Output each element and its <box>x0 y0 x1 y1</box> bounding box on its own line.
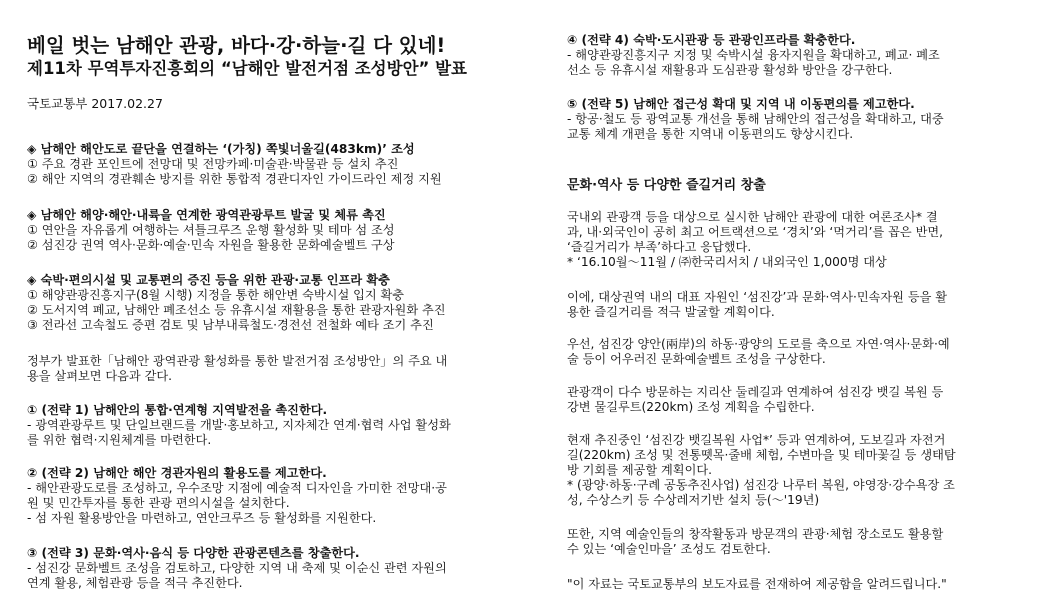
strategy-4-title: ④ (전략 4) 숙박·도시관광 등 관광인프라를 확충한다. <box>567 33 856 47</box>
strategy-2-title: ② (전략 2) 남해안 해안 경관자원의 활용도를 제고한다. <box>27 466 327 480</box>
highlight-2-item: ① 연안을 자유롭게 여행하는 셔틀크루즈 운행 활성화 및 테마 섬 조성 <box>27 223 395 237</box>
paragraph-4 <box>567 385 1017 415</box>
strategy-4 <box>567 33 1017 78</box>
strategy-3 <box>27 546 537 591</box>
strategy-2-line: 원 및 민간투자를 통한 관광 편의시설을 설치한다. <box>27 496 290 510</box>
source-note: "이 자료는 국토교통부의 보도자료를 전재하여 제공함을 알려드립니다." <box>567 577 947 591</box>
highlight-3-title: ◈ 숙박·편의시설 및 교통편의 증진 등을 위한 관광·교통 인프라 확충 <box>27 273 390 287</box>
paragraph-line: ‘즐길거리가 부족’하다고 응답했다. <box>567 240 752 254</box>
strategy-1-line: 를 위한 협력·지원체계를 마련한다. <box>27 433 212 447</box>
paragraph-line: 우선, 섬진강 양안(兩岸)의 하동·광양의 도로를 축으로 자연·역사·문화·예 <box>567 337 950 351</box>
paragraph-6 <box>567 527 1017 557</box>
strategy-2-line: - 해안관광도로를 조성하고, 우수조망 지점에 예술적 디자인을 가미한 전망대·공 <box>27 481 447 495</box>
footnote-line: * (광양·하동·구례 공동추진사업) 섬진강 나루터 복원, 야영장·강수욕장 조 <box>567 478 955 492</box>
strategy-1-title: ① (전략 1) 남해안의 통합·연계형 지역발전을 촉진한다. <box>27 403 328 417</box>
subheadline: 제11차 무역투자진흥회의 “남해안 발전거점 조성방안” 발표 <box>27 59 467 78</box>
paragraph-2 <box>567 290 1017 320</box>
highlight-3-item: ② 도서지역 폐교, 남해안 폐조선소 등 유휴시설 재활용을 통한 관광자원화 추진 <box>27 303 446 317</box>
paragraph-line: 또한, 지역 예술인들의 창작활동과 방문객의 관광·체험 장소로도 활용할 <box>567 527 944 541</box>
strategy-5 <box>567 97 1017 142</box>
paragraph-line: 국내외 관광객 등을 대상으로 실시한 남해안 관광에 대한 여론조사* 결 <box>567 210 938 224</box>
highlight-3 <box>27 273 537 333</box>
intro-line: 용을 살펴보면 다음과 같다. <box>27 369 173 383</box>
highlight-1-item: ① 주요 경관 포인트에 전망대 및 전망카페·미술관·박물관 등 설치 추진 <box>27 157 399 171</box>
strategy-3-title: ③ (전략 3) 문화·역사·음식 등 다양한 관광콘텐츠를 창출한다. <box>27 546 360 560</box>
strategy-2-line: - 섬 자원 활용방안을 마련하고, 연안크루즈 등 활성화를 지원한다. <box>27 511 377 525</box>
strategy-4-line: 선소 등 유휴시설 재활용과 도심관광 활성화 방안을 강구한다. <box>567 63 893 77</box>
strategy-2 <box>27 466 537 526</box>
paragraph-line: 길(220km) 조성 및 전통뗏목·줄배 체험, 수변마을 및 테마꽃길 등 생태탐 <box>567 448 956 462</box>
paragraph-5 <box>567 433 1017 508</box>
highlight-2-item: ② 섬진강 권역 역사·문화·예술·민속 자원을 활용한 문화예술벨트 구상 <box>27 238 395 252</box>
highlight-1-title: ◈ 남해안 해안도로 끝단을 연결하는 ‘(가칭) 쪽빛너울길(483km)’ 조성 <box>27 142 415 156</box>
paragraph-line: 강변 물길루트(220km) 조성 계획을 수립한다. <box>567 400 815 414</box>
paragraph-line: 과, 내·외국인이 공히 최고 어트랙션으로 ‘경치’와 ‘먹거리’를 꼽은 반면, <box>567 225 943 239</box>
intro-paragraph <box>27 354 537 384</box>
paragraph-line: 술 등이 어우러진 문화예술벨트 조성을 구상한다. <box>567 352 826 366</box>
strategy-5-line: 교통 체계 개편을 통한 지역내 이동편의도 향상시킨다. <box>567 127 854 141</box>
intro-line: 정부가 발표한「남해안 광역관광 활성화를 통한 발전거점 조성방안」의 주요 내 <box>27 354 448 368</box>
paragraph-1 <box>567 210 1017 270</box>
footnote-line: * ‘16.10월～11월 / ㈜한국리서치 / 내외국인 1,000명 대상 <box>567 255 887 269</box>
paragraph-line: 관광객이 다수 방문하는 지리산 둘레길과 연계하여 섬진강 뱃길 복원 등 <box>567 385 944 399</box>
paragraph-line: 이에, 대상권역 내의 대표 자원인 ‘섬진강’과 문화·역사·민속자원 등을 활 <box>567 290 948 304</box>
strategy-4-line: - 해양관광진흥지구 지정 및 숙박시설 융자지원을 확대하고, 폐교· 폐조 <box>567 48 940 62</box>
strategy-1-line: - 광역관광루트 및 단일브랜드를 개발·홍보하고, 지자체간 연계·협력 사업 활성화 <box>27 418 451 432</box>
paragraph-line: 현재 추진중인 ‘섬진강 뱃길복원 사업*’ 등과 연계하여, 도보길과 자전거 <box>567 433 946 447</box>
paragraph-3 <box>567 337 1017 367</box>
footnote-line: 성, 수상스키 등 수상레저기반 설치 등(～'19년) <box>567 493 820 507</box>
headline: 베일 벗는 남해안 관광, 바다·강·하늘·길 다 있네! <box>27 34 446 57</box>
highlight-3-item: ③ 전라선 고속철도 증편 검토 및 남부내륙철도·경전선 전철화 예타 조기 추진 <box>27 318 434 332</box>
strategy-1 <box>27 403 537 448</box>
highlight-1 <box>27 142 537 187</box>
byline: 국토교통부 2017.02.27 <box>27 96 163 111</box>
strategy-3-line: - 섬진강 문화벨트 조성을 검토하고, 다양한 지역 내 축제 및 이순신 관련 자원의 <box>27 561 447 575</box>
section-heading: 문화·역사 등 다양한 즐길거리 창출 <box>567 178 766 193</box>
highlight-1-item: ② 해안 지역의 경관훼손 방지를 위한 통합적 경관디자인 가이드라인 제정 지원 <box>27 172 442 186</box>
paragraph-line: 방 기회를 제공할 계획이다. <box>567 463 713 477</box>
highlight-2-title: ◈ 남해안 해양·해안·내륙을 연계한 광역관광루트 발굴 및 체류 촉진 <box>27 208 386 222</box>
paragraph-line: 용한 즐길거리를 적극 발굴할 계획이다. <box>567 305 775 319</box>
highlight-2 <box>27 208 537 253</box>
strategy-5-line: - 항공·철도 등 광역교통 개선을 통해 남해안의 접근성을 확대하고, 대중 <box>567 112 944 126</box>
paragraph-line: 수 있는 ‘예술인마을’ 조성도 검토한다. <box>567 542 771 556</box>
strategy-5-title: ⑤ (전략 5) 남해안 접근성 확대 및 지역 내 이동편의를 제고한다. <box>567 97 915 111</box>
strategy-3-line: 연계 활용, 체험관광 등을 적극 추진한다. <box>27 576 243 590</box>
highlight-3-item: ① 해양관광진흥지구(8월 시행) 지정을 통한 해안변 숙박시설 입지 확충 <box>27 288 405 302</box>
